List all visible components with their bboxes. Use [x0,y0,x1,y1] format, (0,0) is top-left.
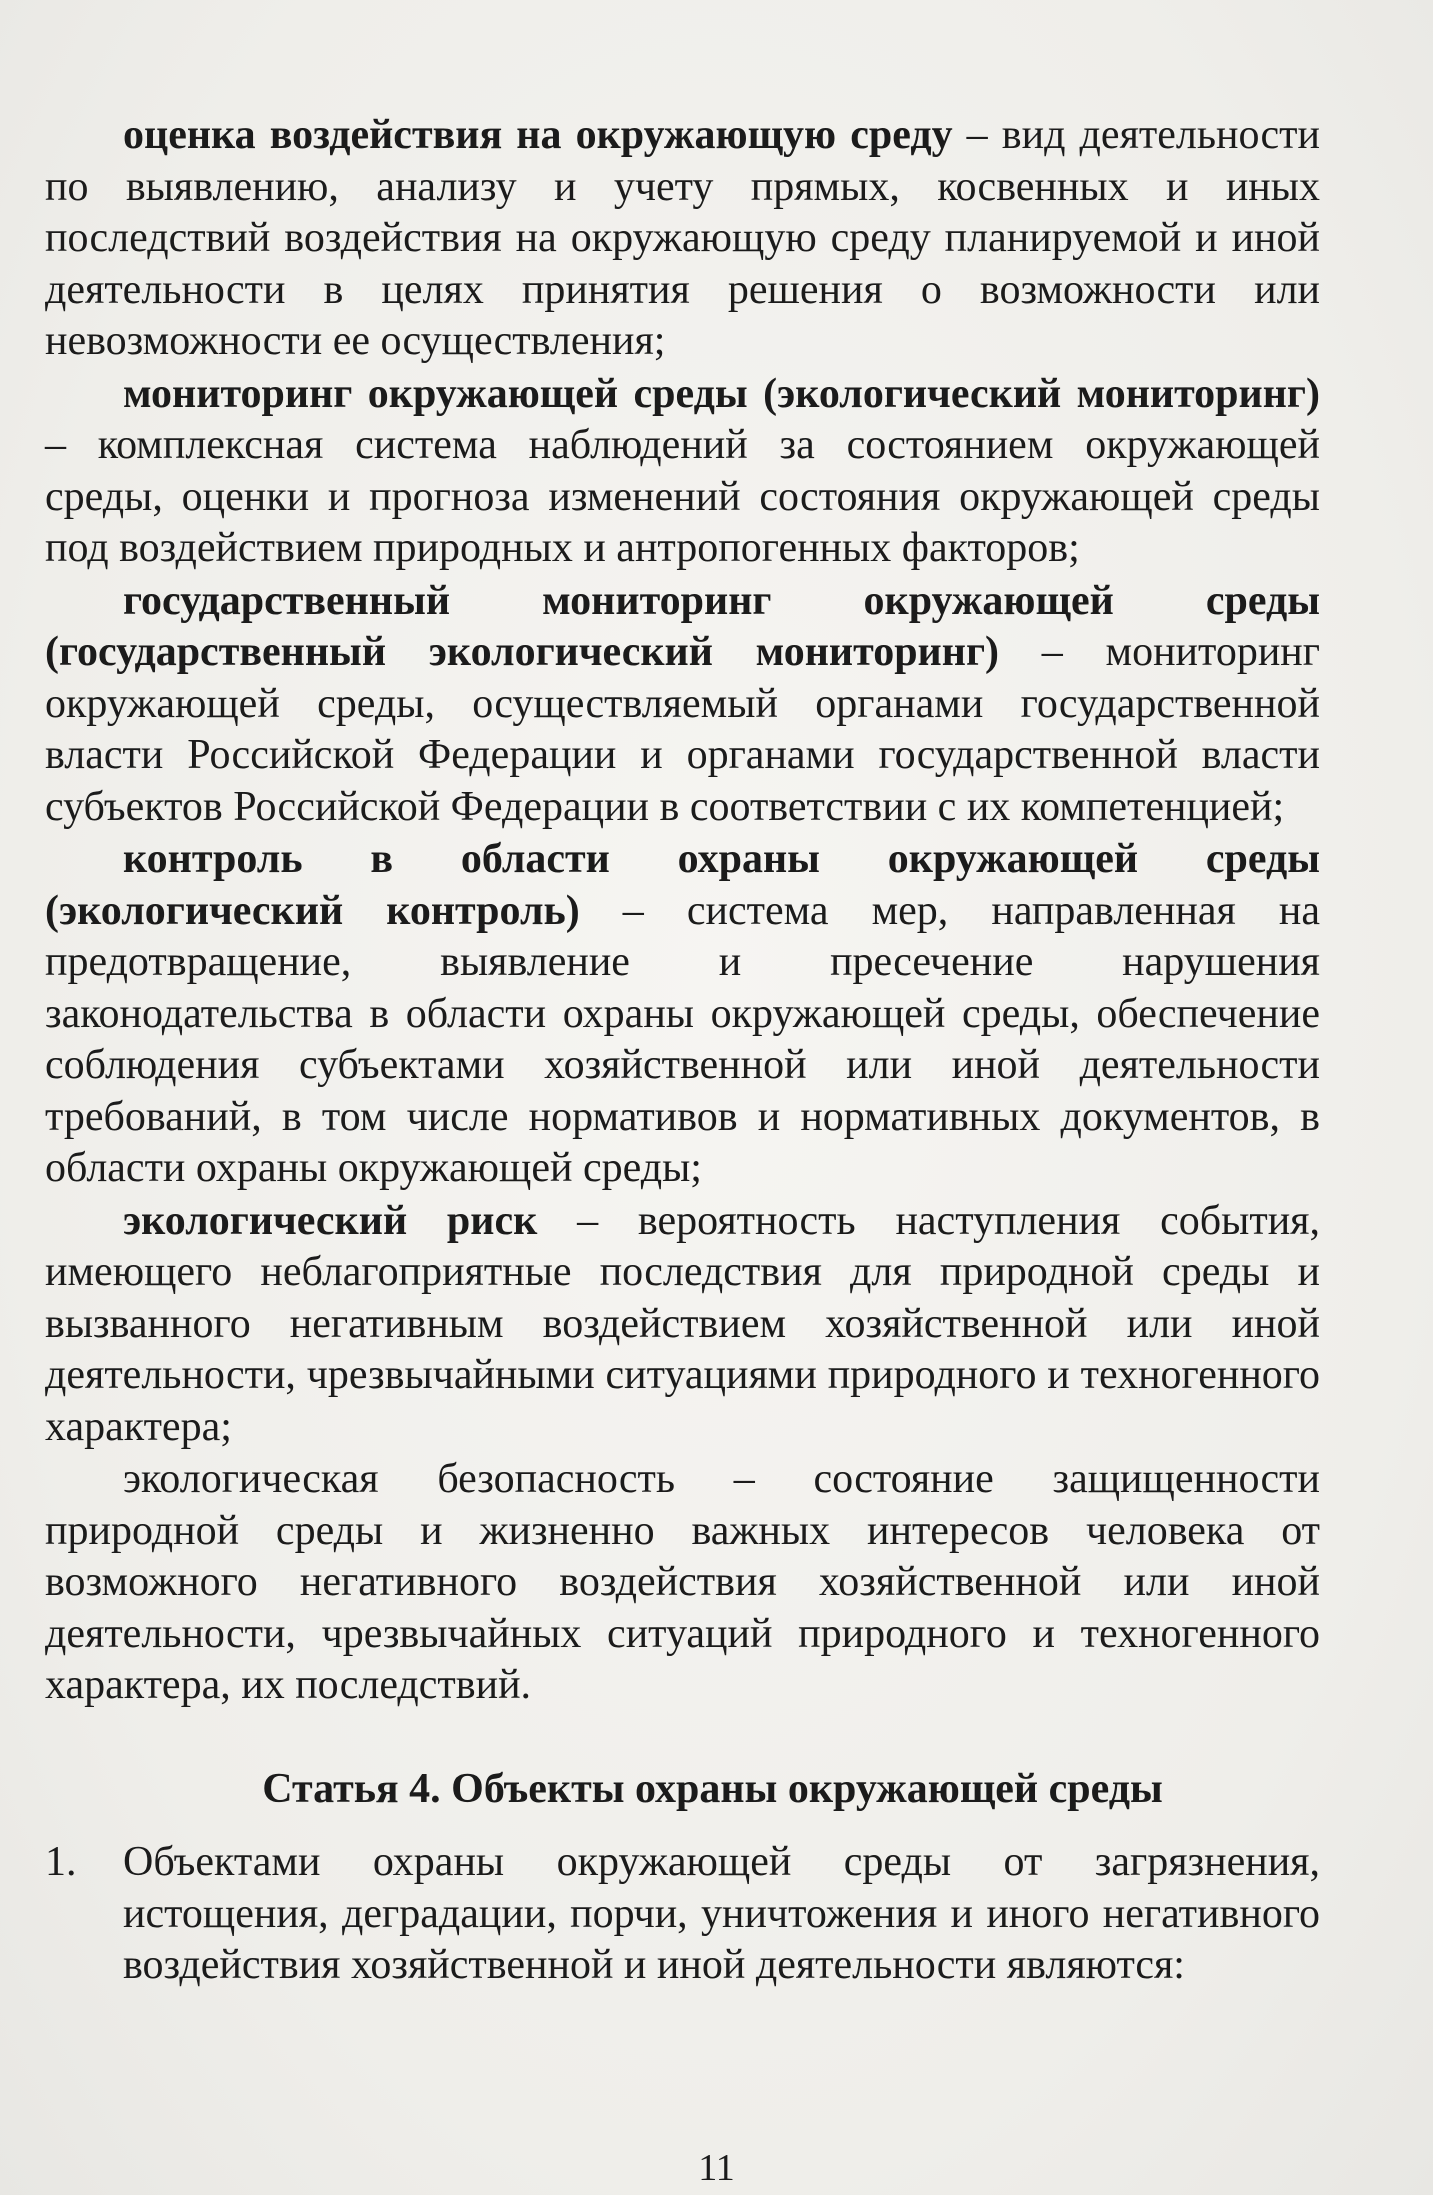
item-text: Объектами охраны окружающей среды от загрязнения, истощения, деградации, порчи, уничтожения и иного негативного воздействия хозяйственной и иной деятельности являются: [123,1839,1320,1988]
definition-term: мониторинг окружающей среды (экологический мониторинг) [123,370,1320,417]
definition-paragraph [45,576,1320,834]
definition-term: экологический риск [123,1197,538,1244]
item-number: 1. [45,1839,77,1885]
definition-text: – комплексная система наблюдений за состоянием окружающей среды, оценки и прогноза изменений состояния окружающей среды под воздействием природных и антропогенных факторов; [45,422,1320,571]
definition-term: контроль в области охраны окружающей среды (экологический контроль) [45,836,1320,934]
definition-text: – вид деятельности по выявлению, анализу и учету прямых, косвенных и иных последствий воздействия на окружающую среду планируемой и иной деятельности в целях принятия решения о возможности или невозможности ее осуществления; [45,112,1320,364]
definition-paragraph [45,110,1320,368]
article-heading: Статья 4. Объекты охраны окружающей среды [262,1765,1163,1812]
page-number: 11 [698,2147,735,2189]
definition-text: – система мер, направленная на предотвращение, выявление и пресечение нарушения законодательства в области охраны окружающей среды, обеспечение соблюдения субъектами хозяйственной или иной деятельности требований, в том числе нормативов и нормативных документов, в области охраны окружающей среды; [45,887,1320,1191]
article-item [45,1837,1320,1992]
definition-paragraph [45,1454,1320,1712]
definition-paragraph [45,1196,1320,1454]
definition-paragraph [45,834,1320,1195]
definition-term: оценка воздействия на окружающую среду [123,112,953,158]
definition-term: государственный мониторинг окружающей среды (государственный экологический мониторинг) [45,577,1320,675]
definition-text: – вероятность наступления события, имеющего неблагоприятные последствия для природной среды и вызванного негативным воздействием хозяйственной или иной деятельности, чрезвычайными ситуациями природного и техногенного характера; [45,1197,1321,1450]
page-text [45,110,1320,1992]
definition-text: – мониторинг окружающей среды, осуществляемый органами государственной власти Российской Федерации и органами государственной власти субъектов Российской Федерации в соответствии с их компетенцией; [45,629,1320,830]
definition-text: экологическая безопасность – состояние защищенности природной среды и жизненно важных интересов человека от возможного негативного воздействия хозяйственной или иной деятельности, чрезвычайных ситуаций природного и техногенного характера, их последствий. [45,1456,1320,1708]
definition-paragraph [45,369,1320,575]
